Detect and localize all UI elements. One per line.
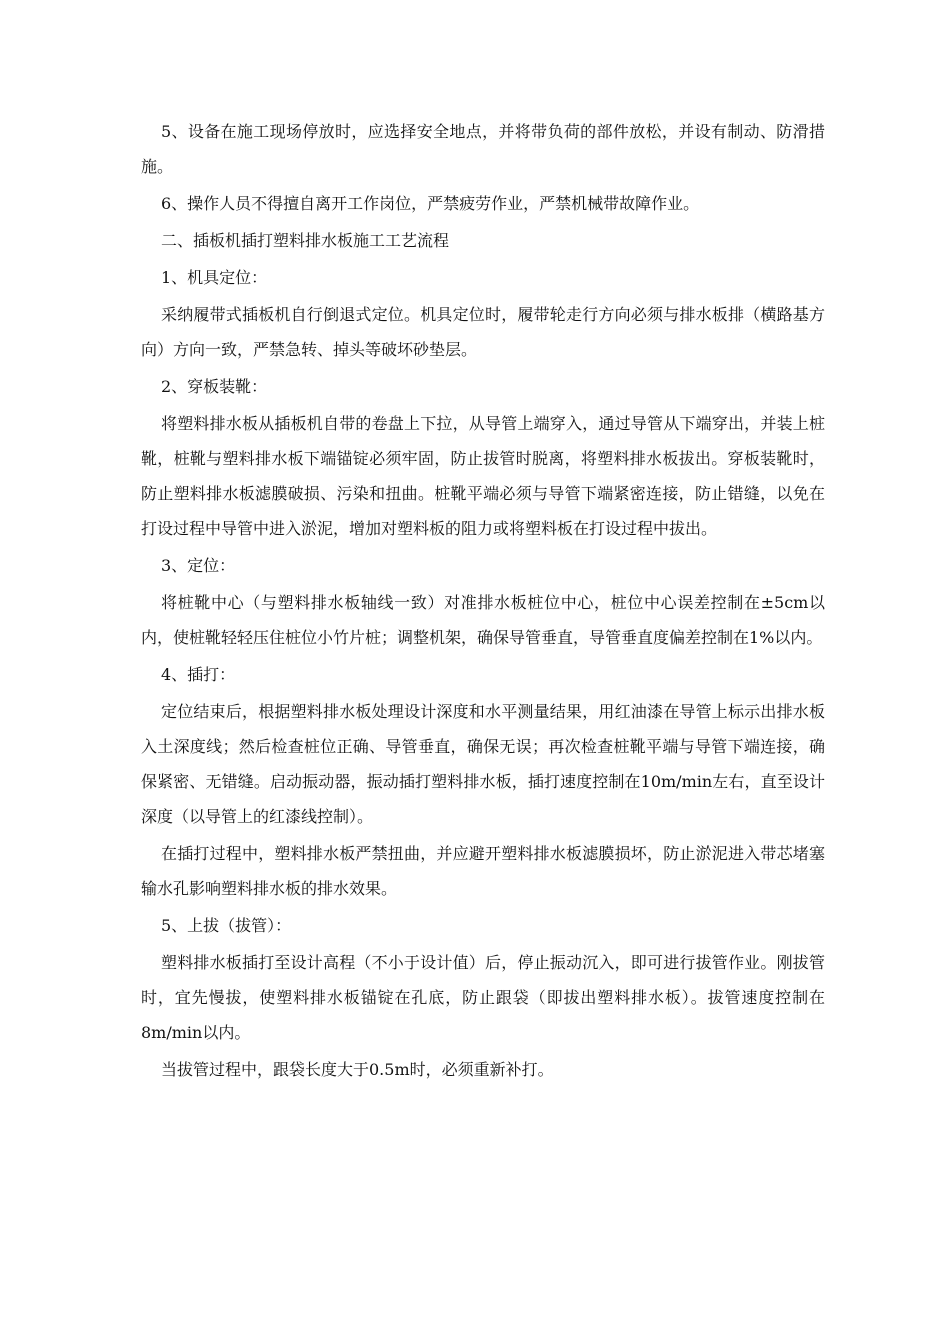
paragraph-driving-caution: 在插打过程中，塑料排水板严禁扭曲，并应避开塑料排水板滤膜损坏，防止淤泥进入带芯堵塞输水孔影响塑料排水板的排水效果。 — [141, 844, 825, 898]
paragraph-driving: 定位结束后，根据塑料排水板处理设计深度和水平测量结果，用红油漆在导管上标示出排水板入土深度线；然后检查桩位正确、导管垂直，确保无误；再次检查桩靴平端与导管下端连接，确保紧密、无错缝。启动振动器，振动插打塑料排水板，插打速度控制在10m/min左右，直至设计深度（以导管上的红漆线控制）。 — [141, 702, 825, 826]
document-body — [141, 114, 825, 1089]
paragraph-threading: 将塑料排水板从插板机自带的卷盘上下拉，从导管上端穿入，通过导管从下端穿出，并装上桩靴，桩靴与塑料排水板下端锚锭必须牢固，防止拔管时脱离，将塑料排水板拔出。穿板装靴时，防止塑料排水板滤膜破损、污染和扭曲。桩靴平端必须与导管下端紧密连接，防止错缝，以免在打设过程中导管中进入淤泥，增加对塑料板的阻力或将塑料板在打设过程中拔出。 — [141, 414, 825, 538]
paragraph-positioning: 采纳履带式插板机自行倒退式定位。机具定位时，履带轮走行方向必须与排水板排（横路基方向）方向一致，严禁急转、掉头等破坏砂垫层。 — [141, 305, 825, 359]
paragraph-item-5-parking: 5、设备在施工现场停放时，应选择安全地点，并将带负荷的部件放松，并设有制动、防滑措施。 — [141, 122, 825, 176]
step-heading-driving: 4、插打： — [161, 665, 236, 684]
paragraph-pulling: 塑料排水板插打至设计高程（不小于设计值）后，停止振动沉入，即可进行拔管作业。刚拔管时，宜先慢拔，使塑料排水板锚锭在孔底，防止跟袋（即拔出塑料排水板）。拔管速度控制在8m/min以内。 — [141, 953, 825, 1042]
step-heading-locating: 3、定位： — [161, 556, 236, 575]
step-heading-positioning: 1、机具定位： — [161, 268, 268, 287]
paragraph-locating: 将桩靴中心（与塑料排水板轴线一致）对准排水板桩位中心，桩位中心误差控制在±5cm以内，使桩靴轻轻压住桩位小竹片桩；调整机架，确保导管垂直，导管垂直度偏差控制在1%以内。 — [141, 593, 825, 647]
paragraph-pulling-redo: 当拔管过程中，跟袋长度大于0.5m时，必须重新补打。 — [161, 1060, 554, 1079]
step-heading-pulling: 5、上拔（拔管）： — [161, 916, 292, 935]
step-heading-threading: 2、穿板装靴： — [161, 377, 268, 396]
section-heading-process: 二、插板机插打塑料排水板施工工艺流程 — [161, 231, 450, 250]
paragraph-item-6-operators: 6、操作人员不得擅自离开工作岗位，严禁疲劳作业，严禁机械带故障作业。 — [161, 194, 700, 213]
